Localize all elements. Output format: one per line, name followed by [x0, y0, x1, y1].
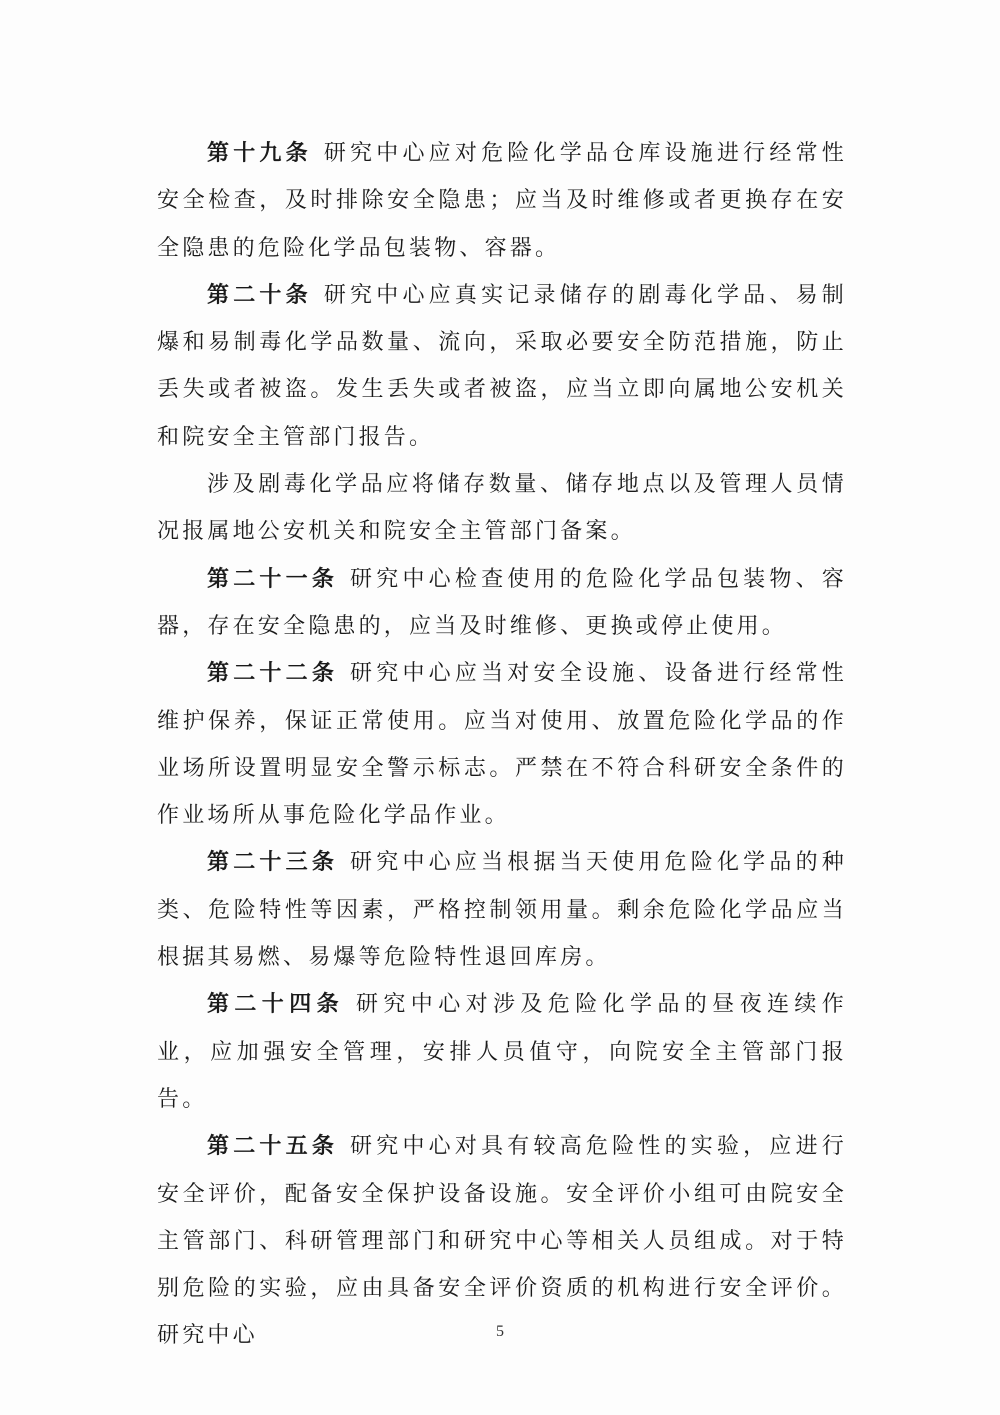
paragraph-article-21	[157, 556, 847, 651]
paragraph-text: 涉及剧毒化学品应将储存数量、储存地点以及管理人员情况报属地公安机关和院安全主管部门备案。	[157, 472, 847, 545]
article-heading: 第二十五条	[207, 1134, 339, 1160]
paragraph-text: 研究中心应当根据当天使用危险化学品的种类、危险特性等因素，严格控制领用量。剩余危险化学品应当根据其易燃、易爆等危险特性退回库房。	[157, 850, 847, 971]
paragraph-text: 研究中心应真实记录储存的剧毒化学品、易制爆和易制毒化学品数量、流向，采取必要安全防范措施，防止丢失或者被盗。发生丢失或者被盗，应当立即向属地公安机关和院安全主管部门报告。	[157, 282, 847, 450]
paragraph-article-22	[157, 650, 847, 839]
paragraph-text: 研究中心检查使用的危险化学品包装物、容器，存在安全隐患的，应当及时维修、更换或停止使用。	[157, 566, 847, 639]
paragraph-article-20-continued	[157, 461, 847, 556]
document-body	[157, 130, 847, 1360]
paragraph-article-23	[157, 839, 847, 981]
article-heading: 第二十四条	[207, 992, 344, 1018]
paragraph-article-24	[157, 981, 847, 1123]
paragraph-text: 研究中心应对危险化学品仓库设施进行经常性安全检查，及时排除安全隐患；应当及时维修或者更换存在安全隐患的危险化学品包装物、容器。	[157, 141, 847, 261]
paragraph-article-20	[157, 272, 847, 461]
article-heading: 第二十三条	[207, 850, 339, 876]
page-number: 5	[496, 1323, 504, 1340]
article-heading: 第二十条	[207, 282, 312, 308]
article-heading: 第十九条	[207, 141, 312, 166]
paragraph-text: 研究中心应当对安全设施、设备进行经常性维护保养，保证正常使用。应当对使用、放置危险化学品的作业场所设置明显安全警示标志。严禁在不符合科研安全条件的作业场所从事危险化学品作业。	[157, 661, 847, 829]
paragraph-text: 研究中心对具有较高危险性的实验，应进行安全评价，配备安全保护设备设施。安全评价小组可由院安全主管部门、科研管理部门和研究中心等相关人员组成。对于特别危险的实验，应由具备安全评价资质的机构进行安全评价。研究中心	[157, 1134, 847, 1349]
article-heading: 第二十一条	[207, 566, 339, 592]
paragraph-article-19	[157, 130, 847, 272]
paragraph-text: 研究中心对涉及危险化学品的昼夜连续作业，应加强安全管理，安排人员值守，向院安全主管部门报告。	[157, 992, 847, 1112]
article-heading: 第二十二条	[207, 661, 339, 687]
